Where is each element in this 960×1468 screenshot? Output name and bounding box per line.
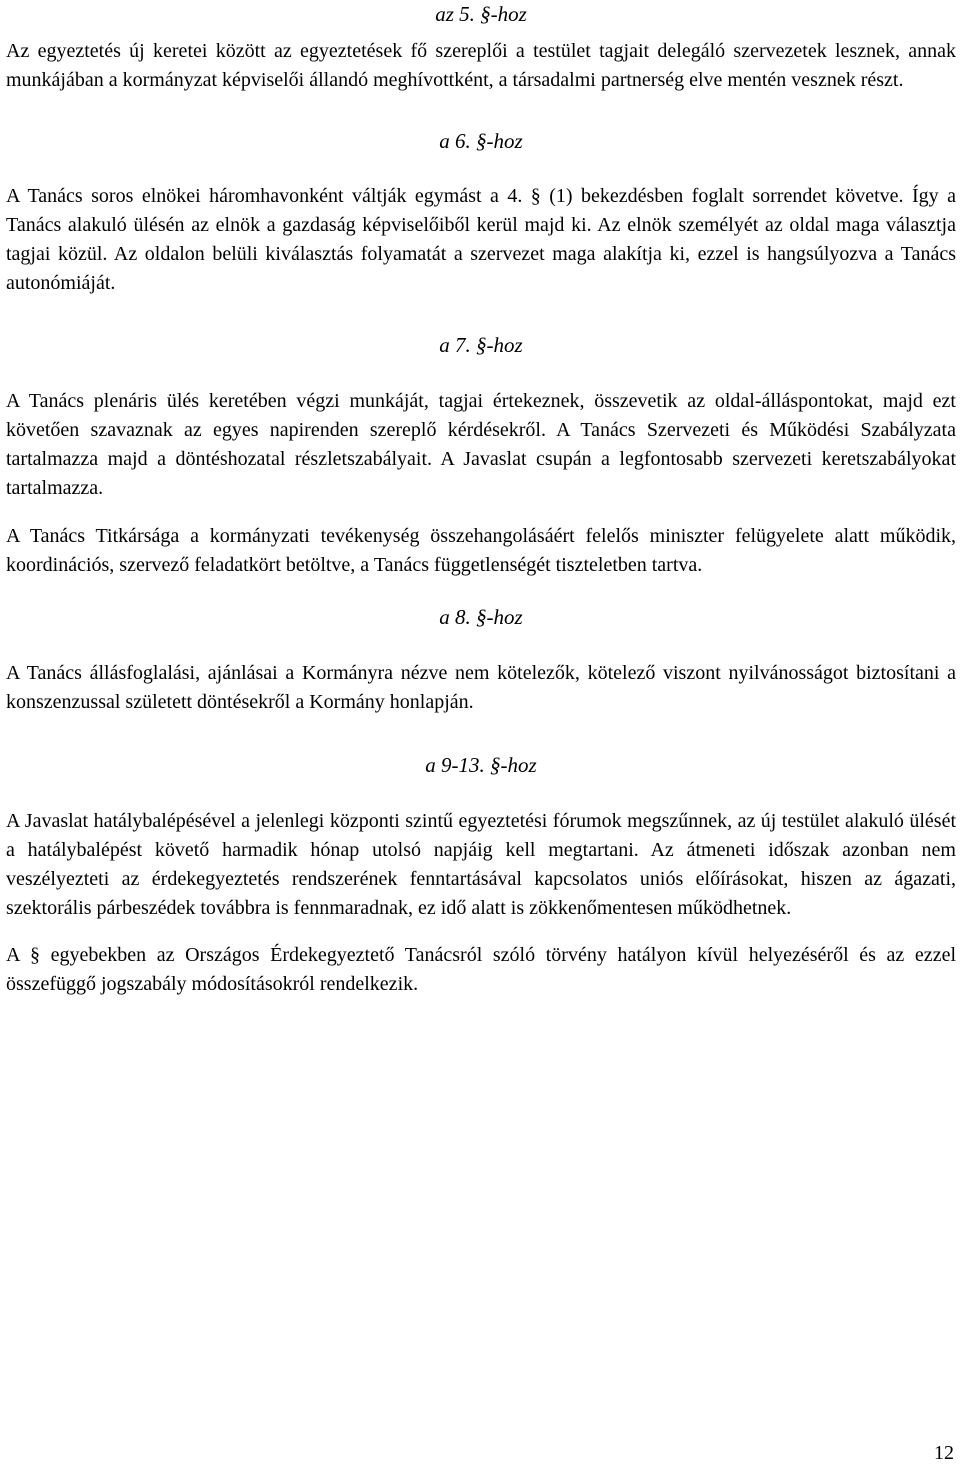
section-heading-8: a 8. §-hoz: [439, 605, 523, 629]
page-number: 12: [934, 1442, 954, 1464]
section-5-paragraph-1: Az egyeztetés új keretei között az egyeztetések fő szereplői a testület tagjait delegáló szervezetek lesznek, annak munkájában a kormányzat képviselői állandó meghívottként, a társadalmi partnerség elve mentén vesznek részt.: [6, 40, 956, 91]
section-7-paragraph-1: A Tanács plenáris ülés keretében végzi munkáját, tagjai értekeznek, összevetik az oldal-álláspontokat, majd ezt követően szavaznak az egyes napirenden szereplő kérdésekről. A Tanács Szervezeti és Működési Szabályzata tartalmazza majd a döntéshozatal részletszabályait. A Javaslat csupán a legfontosabb szervezeti keretszabályokat tartalmazza.: [6, 390, 956, 499]
document-page: [6, 0, 956, 999]
section-heading-5: az 5. §-hoz: [435, 2, 527, 26]
section-6-paragraph-1: A Tanács soros elnökei háromhavonként váltják egymást a 4. § (1) bekezdésben foglalt sorrendet követve. Így a Tanács alakuló ülésén az elnök a gazdaság képviselőiből kerül majd ki. Az elnök személyét az oldal maga választja tagjai közül. Az oldalon belüli kiválasztás folyamatát a szervezet maga alakítja ki, ezzel is hangsúlyozva a Tanács autonómiáját.: [6, 185, 956, 294]
section-9-13-paragraph-2: A § egyebekben az Országos Érdekegyeztető Tanácsról szóló törvény hatályon kívül helyezéséről és az ezzel összefüggő jogszabály módosításokról rendelkezik.: [6, 944, 956, 995]
section-heading-9-13: a 9-13. §-hoz: [425, 753, 537, 777]
section-heading-7: a 7. §-hoz: [439, 333, 523, 357]
section-9-13-paragraph-1: A Javaslat hatálybalépésével a jelenlegi központi szintű egyeztetési fórumok megszűnnek, az új testület alakuló ülését a hatálybalépést követő harmadik hónap utolsó napjáig kell megtartani. Az átmeneti időszak azonban nem veszélyezteti az érdekegyeztetés rendszerének fenntartásával kapcsolatos uniós előírásokat, hiszen az ágazati, szektorális párbeszédek továbbra is fennmaradnak, ez idő alatt is zökkenőmentesen működhetnek.: [6, 810, 956, 919]
section-7-paragraph-2: A Tanács Titkársága a kormányzati tevékenység összehangolásáért felelős miniszter felügyelete alatt működik, koordinációs, szervező feladatkört betöltve, a Tanács függetlenségét tiszteletben tartva.: [6, 525, 956, 576]
section-heading-6: a 6. §-hoz: [439, 129, 523, 153]
section-8-paragraph-1: A Tanács állásfoglalási, ajánlásai a Kormányra nézve nem kötelezők, kötelező viszont nyilvánosságot biztosítani a konszenzussal született döntésekről a Kormány honlapján.: [6, 662, 956, 713]
